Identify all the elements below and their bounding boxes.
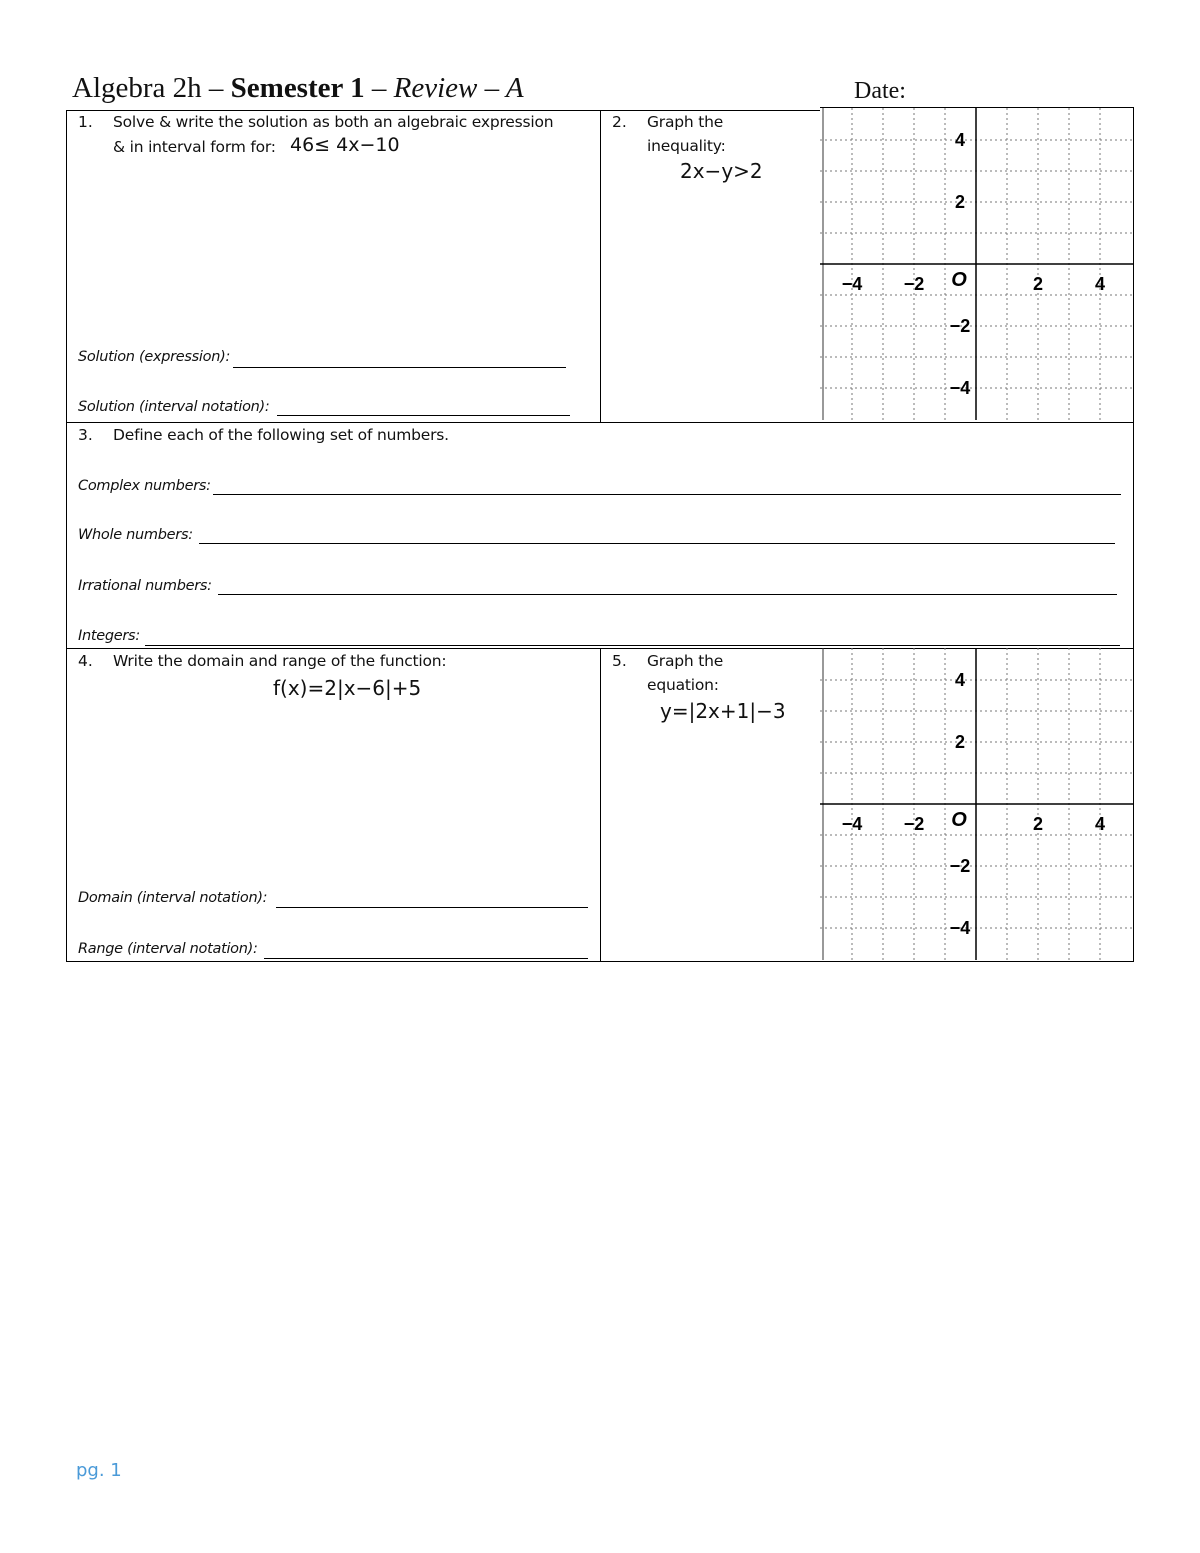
- y-tick-label: 2: [954, 732, 966, 752]
- page-number: pg. 1: [76, 1460, 122, 1481]
- q1-expression-label: Solution (expression):: [78, 349, 231, 365]
- irrational-numbers-answer-line[interactable]: [218, 594, 1117, 595]
- integers-answer-line[interactable]: [145, 645, 1120, 646]
- q1-expression-answer-line[interactable]: [233, 367, 566, 368]
- q1-interval-answer-line[interactable]: [277, 415, 570, 416]
- q4-range-label: Range (interval notation):: [78, 941, 258, 957]
- irrational-numbers-label: Irrational numbers:: [78, 578, 212, 594]
- q1-number: 1.: [78, 113, 93, 131]
- row1-bottom-border: [66, 422, 1134, 423]
- q5-equation: y=|2x+1|−3: [660, 699, 786, 723]
- x-tick-label: −4: [841, 274, 863, 294]
- y-tick-label: −2: [949, 856, 971, 876]
- x-tick-label: −2: [903, 814, 925, 834]
- origin-label: O: [951, 269, 967, 291]
- y-tick-label: −2: [949, 316, 971, 336]
- table-right-border: [1133, 107, 1134, 962]
- x-tick-label: 2: [1032, 274, 1044, 294]
- coordinate-grid-q2[interactable]: [820, 108, 1133, 420]
- complex-numbers-label: Complex numbers:: [78, 478, 211, 494]
- row3-divider: [600, 648, 601, 962]
- q1-inequality: 46≤ 4x−10: [290, 134, 400, 156]
- q4-number: 4.: [78, 652, 93, 670]
- coordinate-grid-q5[interactable]: [820, 648, 1133, 960]
- integers-label: Integers:: [78, 628, 140, 644]
- y-tick-label: 2: [954, 192, 966, 212]
- worksheet-title: Algebra 2h – Semester 1 – Review – A: [72, 72, 524, 104]
- x-tick-label: −2: [903, 274, 925, 294]
- table-left-border: [66, 110, 67, 962]
- whole-numbers-answer-line[interactable]: [199, 543, 1115, 544]
- q2-prompt-line1: Graph the: [647, 113, 724, 131]
- complex-numbers-answer-line[interactable]: [213, 494, 1121, 495]
- q4-function: f(x)=2|x−6|+5: [273, 676, 422, 700]
- q1-interval-label: Solution (interval notation):: [78, 399, 270, 415]
- y-tick-label: 4: [954, 670, 966, 690]
- q4-prompt: Write the domain and range of the function:: [113, 652, 447, 670]
- whole-numbers-label: Whole numbers:: [78, 527, 193, 543]
- x-tick-label: 4: [1094, 274, 1106, 294]
- q1-prompt-line2: & in interval form for:: [113, 138, 276, 156]
- y-tick-label: 4: [954, 130, 966, 150]
- q5-prompt-line2: equation:: [647, 676, 719, 694]
- origin-label: O: [951, 809, 967, 831]
- x-tick-label: 2: [1032, 814, 1044, 834]
- table-top-border: [66, 110, 820, 111]
- q4-domain-answer-line[interactable]: [276, 907, 588, 908]
- q3-number: 3.: [78, 426, 93, 444]
- q5-number: 5.: [612, 652, 627, 670]
- y-tick-label: −4: [949, 918, 971, 938]
- x-tick-label: −4: [841, 814, 863, 834]
- x-tick-label: 4: [1094, 814, 1106, 834]
- q2-prompt-line2: inequality:: [647, 137, 726, 155]
- table-bottom-border: [66, 961, 1134, 962]
- date-label: Date:: [854, 78, 906, 104]
- y-tick-label: −4: [949, 378, 971, 398]
- q4-domain-label: Domain (interval notation):: [78, 890, 268, 906]
- q1-prompt-line1: Solve & write the solution as both an algebraic expression: [113, 113, 554, 131]
- q4-range-answer-line[interactable]: [264, 958, 588, 959]
- row1-divider: [600, 110, 601, 422]
- q3-prompt: Define each of the following set of numbers.: [113, 426, 449, 444]
- q5-prompt-line1: Graph the: [647, 652, 724, 670]
- q2-inequality: 2x−y>2: [680, 159, 763, 183]
- q2-number: 2.: [612, 113, 627, 131]
